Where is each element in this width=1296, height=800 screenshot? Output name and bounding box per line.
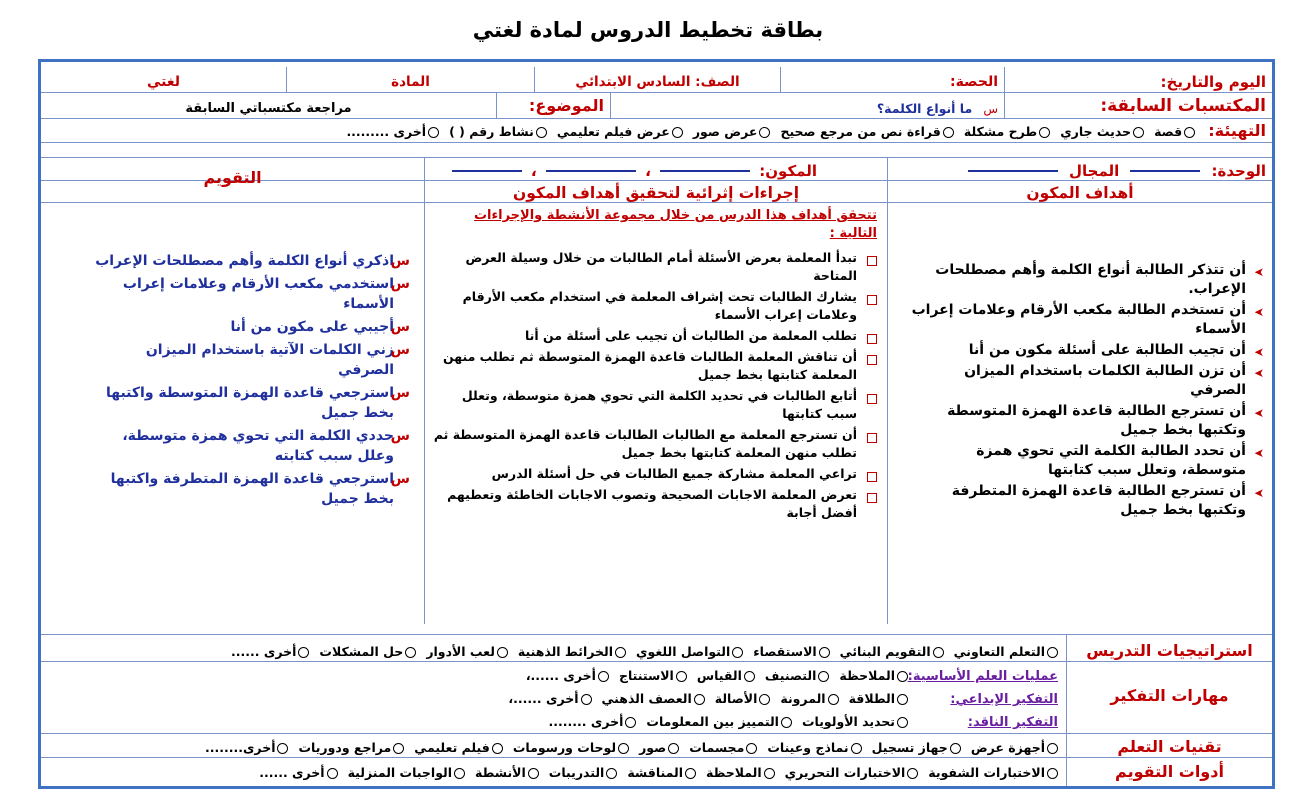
radio-circle-icon[interactable] bbox=[1039, 127, 1050, 138]
radio-circle-icon[interactable] bbox=[950, 743, 961, 754]
thinking-option-label: الأصالة bbox=[714, 691, 758, 706]
radio-circle-icon[interactable] bbox=[818, 671, 829, 682]
thinking-option[interactable] bbox=[715, 688, 771, 710]
assessment-tool-option[interactable] bbox=[549, 765, 618, 780]
technique-option-label: نماذج وعينات bbox=[767, 740, 849, 755]
square-bullet-icon bbox=[867, 430, 877, 448]
list-item-text: أن تسترجع المعلمة مع الطالبات الطالبات قاعدة الهمزة المتوسطة ثم تطلب منهن المعلمة كتابتها بخط جميل bbox=[433, 427, 857, 460]
intro-option[interactable] bbox=[346, 124, 439, 139]
procedures-column bbox=[424, 203, 887, 624]
thinking-option[interactable] bbox=[508, 688, 591, 710]
list-item bbox=[908, 402, 1264, 440]
list-item bbox=[908, 341, 1264, 360]
intro-option-label: قصة bbox=[1154, 124, 1183, 139]
radio-circle-icon[interactable] bbox=[943, 127, 954, 138]
technique-option[interactable] bbox=[414, 740, 503, 755]
radio-circle-icon[interactable] bbox=[746, 743, 757, 754]
list-item bbox=[908, 362, 1264, 400]
unit-domain-cell bbox=[887, 158, 1272, 180]
strategies-options bbox=[221, 641, 1058, 660]
assessment-tool-option[interactable] bbox=[475, 765, 539, 780]
list-item-text: تراعي المعلمة مشاركة جميع الطالبات في حل أسئلة الدرس bbox=[491, 466, 857, 481]
header-row-1 bbox=[41, 67, 1272, 93]
list-item bbox=[433, 249, 877, 285]
radio-circle-icon[interactable] bbox=[828, 694, 839, 705]
thinking-option[interactable] bbox=[526, 665, 609, 687]
list-item-text: أجيبي على مكون من أنا bbox=[230, 319, 394, 335]
technique-option[interactable] bbox=[872, 740, 961, 755]
subject-label: المادة bbox=[391, 74, 430, 90]
thinking-option[interactable] bbox=[802, 711, 908, 733]
radio-circle-icon[interactable] bbox=[744, 671, 755, 682]
list-item-text: أن تجيب الطالبة على أسئلة مكون من أنا bbox=[968, 342, 1246, 358]
assessment-tool-option-label: الواجبات المنزلية bbox=[347, 765, 453, 780]
unit-row bbox=[41, 157, 1272, 187]
thinking-option-label: الملاحظة bbox=[839, 668, 895, 683]
prior-knowledge-label: المكتسبات السابقة: bbox=[1100, 96, 1266, 116]
technique-option[interactable] bbox=[767, 740, 861, 755]
strategy-option-label: التعلم التعاوني bbox=[953, 644, 1045, 659]
list-item bbox=[91, 383, 410, 423]
strategy-option[interactable] bbox=[636, 644, 743, 659]
list-item-text: أن تناقش المعلمة الطالبات قاعدة الهمزة المتوسطة ثم تطلب منهن المعلمة كتابتها بخط جميل bbox=[442, 349, 857, 382]
radio-circle-icon[interactable] bbox=[598, 671, 609, 682]
list-item bbox=[908, 301, 1264, 339]
thinking-option-label: القياس bbox=[696, 668, 742, 683]
list-item-text: أن تزن الطالبة الكلمات باستخدام الميزان الصرفي bbox=[964, 363, 1246, 398]
list-item bbox=[91, 317, 410, 337]
radio-circle-icon[interactable] bbox=[428, 127, 439, 138]
question-prefix: س bbox=[390, 471, 410, 487]
procedures-header: إجراءات إثرائية لتحقيق أهداف المكون bbox=[512, 184, 800, 202]
radio-circle-icon[interactable] bbox=[897, 717, 908, 728]
header-row-2 bbox=[41, 93, 1272, 119]
thinking-option[interactable] bbox=[765, 665, 830, 687]
square-bullet-icon bbox=[867, 352, 877, 370]
technique-option-label: مراجع ودوريات bbox=[298, 740, 392, 755]
assessment-tool-option-label: الأنشطة bbox=[475, 765, 526, 780]
objectives-header-cell bbox=[887, 181, 1272, 202]
strategy-option[interactable] bbox=[319, 644, 416, 659]
component-blank-1 bbox=[660, 170, 750, 172]
thinking-option[interactable] bbox=[839, 665, 908, 687]
intro-option-label: طرح مشكلة bbox=[963, 124, 1038, 139]
thinking-option-label: أخرى ......، bbox=[508, 691, 579, 706]
strategies-label-cell bbox=[1066, 635, 1272, 661]
radio-circle-icon[interactable] bbox=[819, 647, 830, 658]
intro-label: التهيئة: bbox=[1208, 121, 1266, 140]
prior-question-prefix: س bbox=[983, 102, 998, 116]
assessment-label: أدوات التقويم bbox=[1115, 762, 1224, 781]
technique-option[interactable] bbox=[513, 740, 629, 755]
component-label: المكون: bbox=[759, 162, 817, 180]
techniques-label: تقنيات التعلم bbox=[1117, 737, 1222, 756]
assessment-options bbox=[249, 762, 1058, 781]
assessment-tool-option[interactable] bbox=[259, 765, 337, 780]
radio-circle-icon[interactable] bbox=[625, 717, 636, 728]
radio-circle-icon[interactable] bbox=[536, 127, 547, 138]
prior-question-cell bbox=[610, 93, 1004, 118]
intro-line bbox=[336, 121, 1266, 140]
intro-option-label: نشاط رقم ( ) bbox=[449, 124, 534, 139]
intro-option[interactable] bbox=[557, 124, 683, 139]
evaluation-list bbox=[91, 251, 410, 509]
thinking-sub-rows bbox=[498, 664, 1058, 733]
radio-circle-icon[interactable] bbox=[759, 694, 770, 705]
question-prefix: س bbox=[390, 342, 410, 358]
list-item bbox=[908, 261, 1264, 299]
thinking-sub-label: عمليات العلم الأساسية: bbox=[907, 669, 1058, 684]
technique-option[interactable] bbox=[298, 740, 404, 755]
list-item bbox=[433, 426, 877, 462]
topic-value-cell bbox=[41, 93, 496, 118]
thinking-option-label: التصنيف bbox=[764, 668, 817, 683]
thinking-sub-label: التفكير الإبداعي: bbox=[950, 692, 1058, 707]
topic-label: الموضوع: bbox=[528, 96, 604, 115]
assessment-tool-option-label: الملاحظة bbox=[705, 765, 762, 780]
intro-option[interactable] bbox=[964, 124, 1050, 139]
domain-label: المجال bbox=[1069, 162, 1120, 180]
thinking-sub-label: التفكير الناقد: bbox=[967, 715, 1058, 730]
class-cell bbox=[534, 67, 780, 92]
list-item-text: يشارك الطالبات تحت إشراف المعلمة في استخدام مكعب الأرقام وعلامات إعراب الأسماء bbox=[462, 289, 857, 322]
intro-option[interactable] bbox=[1154, 124, 1195, 139]
assessment-tool-option[interactable] bbox=[928, 765, 1058, 780]
arrow-bullet-icon: ➤ bbox=[1253, 345, 1264, 359]
subject-value: لغتي bbox=[146, 74, 181, 90]
intro-option[interactable] bbox=[780, 124, 953, 139]
radio-circle-icon[interactable] bbox=[933, 647, 944, 658]
assessment-row bbox=[41, 758, 1272, 786]
radio-circle-icon[interactable] bbox=[897, 694, 908, 705]
radio-circle-icon[interactable] bbox=[1047, 743, 1058, 754]
strategy-option-label: أخرى ...... bbox=[231, 644, 297, 659]
thinking-option-label: أخرى ........ bbox=[548, 714, 624, 729]
intro-option-label: عرض فيلم تعليمي bbox=[556, 124, 670, 139]
technique-option-label: مجسمات bbox=[689, 740, 745, 755]
lesson-plan-card bbox=[38, 59, 1275, 789]
list-item bbox=[91, 426, 410, 466]
square-bullet-icon bbox=[867, 391, 877, 409]
technique-option[interactable] bbox=[689, 740, 757, 755]
radio-circle-icon[interactable] bbox=[618, 743, 629, 754]
class-value: الصف: السادس الابتدائي bbox=[575, 74, 740, 90]
technique-option[interactable] bbox=[971, 740, 1058, 755]
thinking-option[interactable] bbox=[849, 688, 908, 710]
radio-circle-icon[interactable] bbox=[581, 694, 592, 705]
assessment-tool-option-label: التدريبات bbox=[548, 765, 605, 780]
radio-circle-icon[interactable] bbox=[1047, 768, 1058, 779]
list-item-text: استرجعي قاعدة الهمزة المتوسطة واكتبها بخط جميل bbox=[105, 385, 394, 421]
technique-option-label: أجهزة عرض bbox=[970, 740, 1045, 755]
strategy-option-label: الخرائط الذهنية bbox=[517, 644, 614, 659]
list-item bbox=[908, 482, 1264, 520]
radio-circle-icon[interactable] bbox=[907, 768, 918, 779]
component-cell bbox=[424, 158, 887, 180]
strategies-label: استراتيجيات التدريس bbox=[1086, 641, 1253, 660]
list-item-text: تطلب المعلمة من الطالبات أن تجيب على أسئلة من أنا bbox=[524, 328, 857, 343]
procedures-list bbox=[433, 249, 877, 522]
technique-option-label: فيلم تعليمي bbox=[414, 740, 490, 755]
radio-circle-icon[interactable] bbox=[897, 671, 908, 682]
radio-circle-icon[interactable] bbox=[851, 743, 862, 754]
topic-value: مراجعة مكتسباتي السابقة bbox=[185, 101, 352, 116]
strategy-option[interactable] bbox=[954, 644, 1058, 659]
topic-label-cell bbox=[496, 93, 610, 118]
strategy-option[interactable] bbox=[426, 644, 508, 659]
list-item-text: زني الكلمات الآتية باستخدام الميزان الصرفي bbox=[145, 342, 394, 378]
thinking-option-label: المرونة bbox=[780, 691, 826, 706]
radio-circle-icon[interactable] bbox=[1133, 127, 1144, 138]
objectives-column bbox=[887, 203, 1272, 624]
list-item-text: أتابع الطالبات في تحديد الكلمة التي تحوي همزة متوسطة، وتعلل سبب كتابتها bbox=[461, 388, 857, 421]
strategy-option[interactable] bbox=[518, 644, 626, 659]
list-item bbox=[91, 251, 410, 271]
radio-circle-icon[interactable] bbox=[405, 647, 416, 658]
arrow-bullet-icon: ➤ bbox=[1253, 366, 1264, 380]
technique-option-label: لوحات ورسومات bbox=[512, 740, 617, 755]
list-item bbox=[91, 340, 410, 380]
thinking-option[interactable] bbox=[697, 665, 755, 687]
thinking-option[interactable] bbox=[602, 688, 705, 710]
list-item-text: تعرض المعلمة الاجابات الصحيحة وتصوب الاجابات الخاطئة وتعطيهم أفضل أجابة bbox=[447, 487, 857, 520]
intro-option[interactable] bbox=[1060, 124, 1144, 139]
component-sep-1: ، bbox=[644, 161, 652, 180]
radio-circle-icon[interactable] bbox=[781, 717, 792, 728]
technique-option[interactable] bbox=[639, 740, 679, 755]
radio-circle-icon[interactable] bbox=[497, 647, 508, 658]
radio-circle-icon[interactable] bbox=[327, 768, 338, 779]
square-bullet-icon bbox=[867, 292, 877, 310]
strategy-option-label: حل المشكلات bbox=[319, 644, 404, 659]
intro-option-label: قراءة نص من مرجع صحيح bbox=[780, 124, 941, 139]
arrow-bullet-icon: ➤ bbox=[1253, 446, 1264, 460]
list-item bbox=[91, 274, 410, 314]
question-prefix: س bbox=[390, 253, 410, 269]
radio-circle-icon[interactable] bbox=[676, 671, 687, 682]
strategy-option[interactable] bbox=[231, 644, 309, 659]
thinking-row bbox=[41, 662, 1272, 734]
radio-circle-icon[interactable] bbox=[685, 768, 696, 779]
intro-option[interactable] bbox=[449, 124, 547, 139]
list-item bbox=[91, 469, 410, 509]
thinking-option-label: تحديد الأولويات bbox=[801, 714, 895, 729]
assessment-tool-option[interactable] bbox=[785, 765, 919, 780]
evaluation-header: التقويم bbox=[203, 168, 262, 187]
strategy-option[interactable] bbox=[753, 644, 829, 659]
component-blank-2 bbox=[546, 170, 636, 172]
thinking-option-label: أخرى ......، bbox=[525, 668, 596, 683]
day-date-label: اليوم والتاريخ: bbox=[1160, 73, 1266, 91]
square-bullet-icon bbox=[867, 331, 877, 349]
technique-option[interactable] bbox=[205, 740, 289, 755]
subject-value-cell bbox=[41, 67, 286, 92]
thinking-option[interactable] bbox=[549, 711, 637, 733]
square-bullet-icon bbox=[867, 469, 877, 487]
intro-option-label: عرض صور bbox=[692, 124, 758, 139]
session-cell bbox=[780, 67, 1004, 92]
radio-circle-icon[interactable] bbox=[454, 768, 465, 779]
prior-question: ما أنواع الكلمة؟ bbox=[876, 101, 973, 116]
strategies-row bbox=[41, 634, 1272, 662]
question-prefix: س bbox=[390, 385, 410, 401]
list-item bbox=[433, 288, 877, 324]
radio-circle-icon[interactable] bbox=[277, 743, 288, 754]
thinking-option[interactable] bbox=[646, 711, 792, 733]
list-item-text: أن تسترجع الطالبة قاعدة الهمزة المتوسطة وتكتبها بخط جميل bbox=[947, 403, 1246, 438]
assessment-tool-option-label: أخرى ...... bbox=[259, 765, 325, 780]
question-prefix: س bbox=[390, 428, 410, 444]
list-item bbox=[433, 486, 877, 522]
list-item-text: أن تحدد الطالبة الكلمة التي تحوي همزة متوسطة، وتعلل سبب كتابتها bbox=[976, 443, 1246, 478]
arrow-bullet-icon: ➤ bbox=[1253, 265, 1264, 279]
technique-option-label: صور bbox=[639, 740, 667, 755]
square-bullet-icon bbox=[867, 253, 877, 271]
list-item bbox=[433, 327, 877, 345]
list-item-text: أن تتذكر الطالبة أنواع الكلمة وأهم مصطلحات الإعراب. bbox=[935, 262, 1246, 297]
technique-option-label: أخرى........ bbox=[204, 740, 276, 755]
list-item-text: استرجعي قاعدة الهمزة المتطرفة واكتبها بخط جميل bbox=[110, 471, 394, 507]
objectives-list bbox=[908, 261, 1264, 520]
columns-header-row bbox=[41, 181, 1272, 203]
objectives-header: أهداف المكون bbox=[1026, 184, 1134, 202]
component-blank-3 bbox=[452, 170, 522, 172]
assessment-tool-option[interactable] bbox=[627, 765, 696, 780]
radio-circle-icon[interactable] bbox=[672, 127, 683, 138]
radio-circle-icon[interactable] bbox=[298, 647, 309, 658]
thinking-sub-options bbox=[516, 665, 908, 684]
strategy-option-label: التقويم البنائي bbox=[839, 644, 931, 659]
technique-option-label: جهاز تسجيل bbox=[871, 740, 948, 755]
assessment-tool-option-label: الاختبارات الشفوية bbox=[928, 765, 1045, 780]
radio-circle-icon[interactable] bbox=[1047, 647, 1058, 658]
square-bullet-icon bbox=[867, 490, 877, 508]
thinking-option-label: التمييز بين المعلومات bbox=[646, 714, 779, 729]
radio-circle-icon[interactable] bbox=[668, 743, 679, 754]
radio-circle-icon[interactable] bbox=[759, 127, 770, 138]
unit-blank bbox=[1130, 170, 1200, 172]
assessment-tool-option-label: الاختبارات التحريري bbox=[784, 765, 906, 780]
radio-circle-icon[interactable] bbox=[606, 768, 617, 779]
procedures-header-cell bbox=[424, 181, 887, 202]
list-item-text: اذكري أنواع الكلمة وأهم مصطلحات الإعراب bbox=[95, 253, 394, 269]
unit-label: الوحدة: bbox=[1211, 162, 1266, 180]
thinking-label: مهارات التفكير bbox=[1110, 686, 1229, 705]
arrow-bullet-icon: ➤ bbox=[1253, 305, 1264, 319]
list-item-text: استخدمي مكعب الأرقام وعلامات إعراب الأسماء bbox=[122, 276, 394, 312]
day-date-cell bbox=[1004, 67, 1272, 92]
intro-option-label: حديث جاري bbox=[1060, 124, 1132, 139]
techniques-label-cell bbox=[1066, 734, 1272, 757]
radio-circle-icon[interactable] bbox=[764, 768, 775, 779]
assessment-tool-option-label: المناقشة bbox=[627, 765, 683, 780]
assessment-label-cell bbox=[1066, 758, 1272, 786]
thinking-label-cell bbox=[1066, 662, 1272, 733]
evaluation-column bbox=[41, 203, 424, 624]
prior-label-cell bbox=[1004, 93, 1272, 118]
thinking-sub-options bbox=[498, 688, 908, 707]
assessment-tool-option[interactable] bbox=[348, 765, 465, 780]
session-label: الحصة: bbox=[949, 74, 998, 90]
domain-blank bbox=[968, 170, 1058, 172]
list-item bbox=[908, 442, 1264, 480]
intro-options bbox=[336, 121, 1195, 140]
arrow-bullet-icon: ➤ bbox=[1253, 486, 1264, 500]
radio-circle-icon[interactable] bbox=[732, 647, 743, 658]
thinking-sub-row bbox=[498, 664, 1058, 687]
thinking-sub-options bbox=[539, 711, 908, 730]
procedures-intro: تتحقق أهداف هذا الدرس من خلال مجموعة الأنشطة والإجراءات التالية : bbox=[473, 208, 877, 241]
question-prefix: س bbox=[390, 319, 410, 335]
thinking-sub-row bbox=[498, 710, 1058, 733]
assessment-tool-option[interactable] bbox=[706, 765, 775, 780]
radio-circle-icon[interactable] bbox=[694, 694, 705, 705]
techniques-options bbox=[195, 737, 1058, 756]
radio-circle-icon[interactable] bbox=[492, 743, 503, 754]
list-item-text: حددي الكلمة التي تحوي همزة متوسطة، وعلل سبب كتابته bbox=[122, 428, 394, 464]
arrow-bullet-icon: ➤ bbox=[1253, 406, 1264, 420]
evaluation-header-cell bbox=[41, 158, 424, 187]
page-title: بطاقة تخطيط الدروس لمادة لغتي bbox=[472, 18, 824, 42]
thinking-option-label: الاستنتاج bbox=[618, 668, 674, 683]
list-item-text: تبدأ المعلمة بعرض الأسئلة أمام الطالبات من خلال وسيلة العرض المتاحة bbox=[465, 250, 857, 283]
strategy-option-label: الاستقصاء bbox=[753, 644, 817, 659]
list-item bbox=[433, 387, 877, 423]
radio-circle-icon[interactable] bbox=[615, 647, 626, 658]
thinking-option-label: العصف الذهني bbox=[601, 691, 692, 706]
list-item bbox=[433, 465, 877, 483]
thinking-option[interactable] bbox=[619, 665, 687, 687]
intro-option[interactable] bbox=[693, 124, 771, 139]
list-item-text: أن تستخدم الطالبة مكعب الأرقام وعلامات إعراب الأسماء bbox=[911, 302, 1246, 337]
list-item bbox=[433, 348, 877, 384]
radio-circle-icon[interactable] bbox=[1184, 127, 1195, 138]
radio-circle-icon[interactable] bbox=[528, 768, 539, 779]
component-sep-2: ، bbox=[530, 161, 537, 180]
subject-label-cell bbox=[286, 67, 534, 92]
radio-circle-icon[interactable] bbox=[393, 743, 404, 754]
strategy-option[interactable] bbox=[840, 644, 944, 659]
strategy-option-label: لعب الأدوار bbox=[426, 644, 495, 659]
intro-row bbox=[41, 119, 1272, 143]
intro-option-label: أخرى ......... bbox=[346, 124, 427, 139]
techniques-row bbox=[41, 734, 1272, 758]
list-item-text: أن تسترجع الطالبة قاعدة الهمزة المتطرفة وتكتبها بخط جميل bbox=[951, 483, 1246, 518]
strategy-option-label: التواصل اللغوي bbox=[636, 644, 731, 659]
thinking-option[interactable] bbox=[780, 688, 838, 710]
thinking-option-label: الطلاقة bbox=[848, 691, 895, 706]
thinking-sub-row bbox=[498, 687, 1058, 710]
question-prefix: س bbox=[390, 276, 410, 292]
